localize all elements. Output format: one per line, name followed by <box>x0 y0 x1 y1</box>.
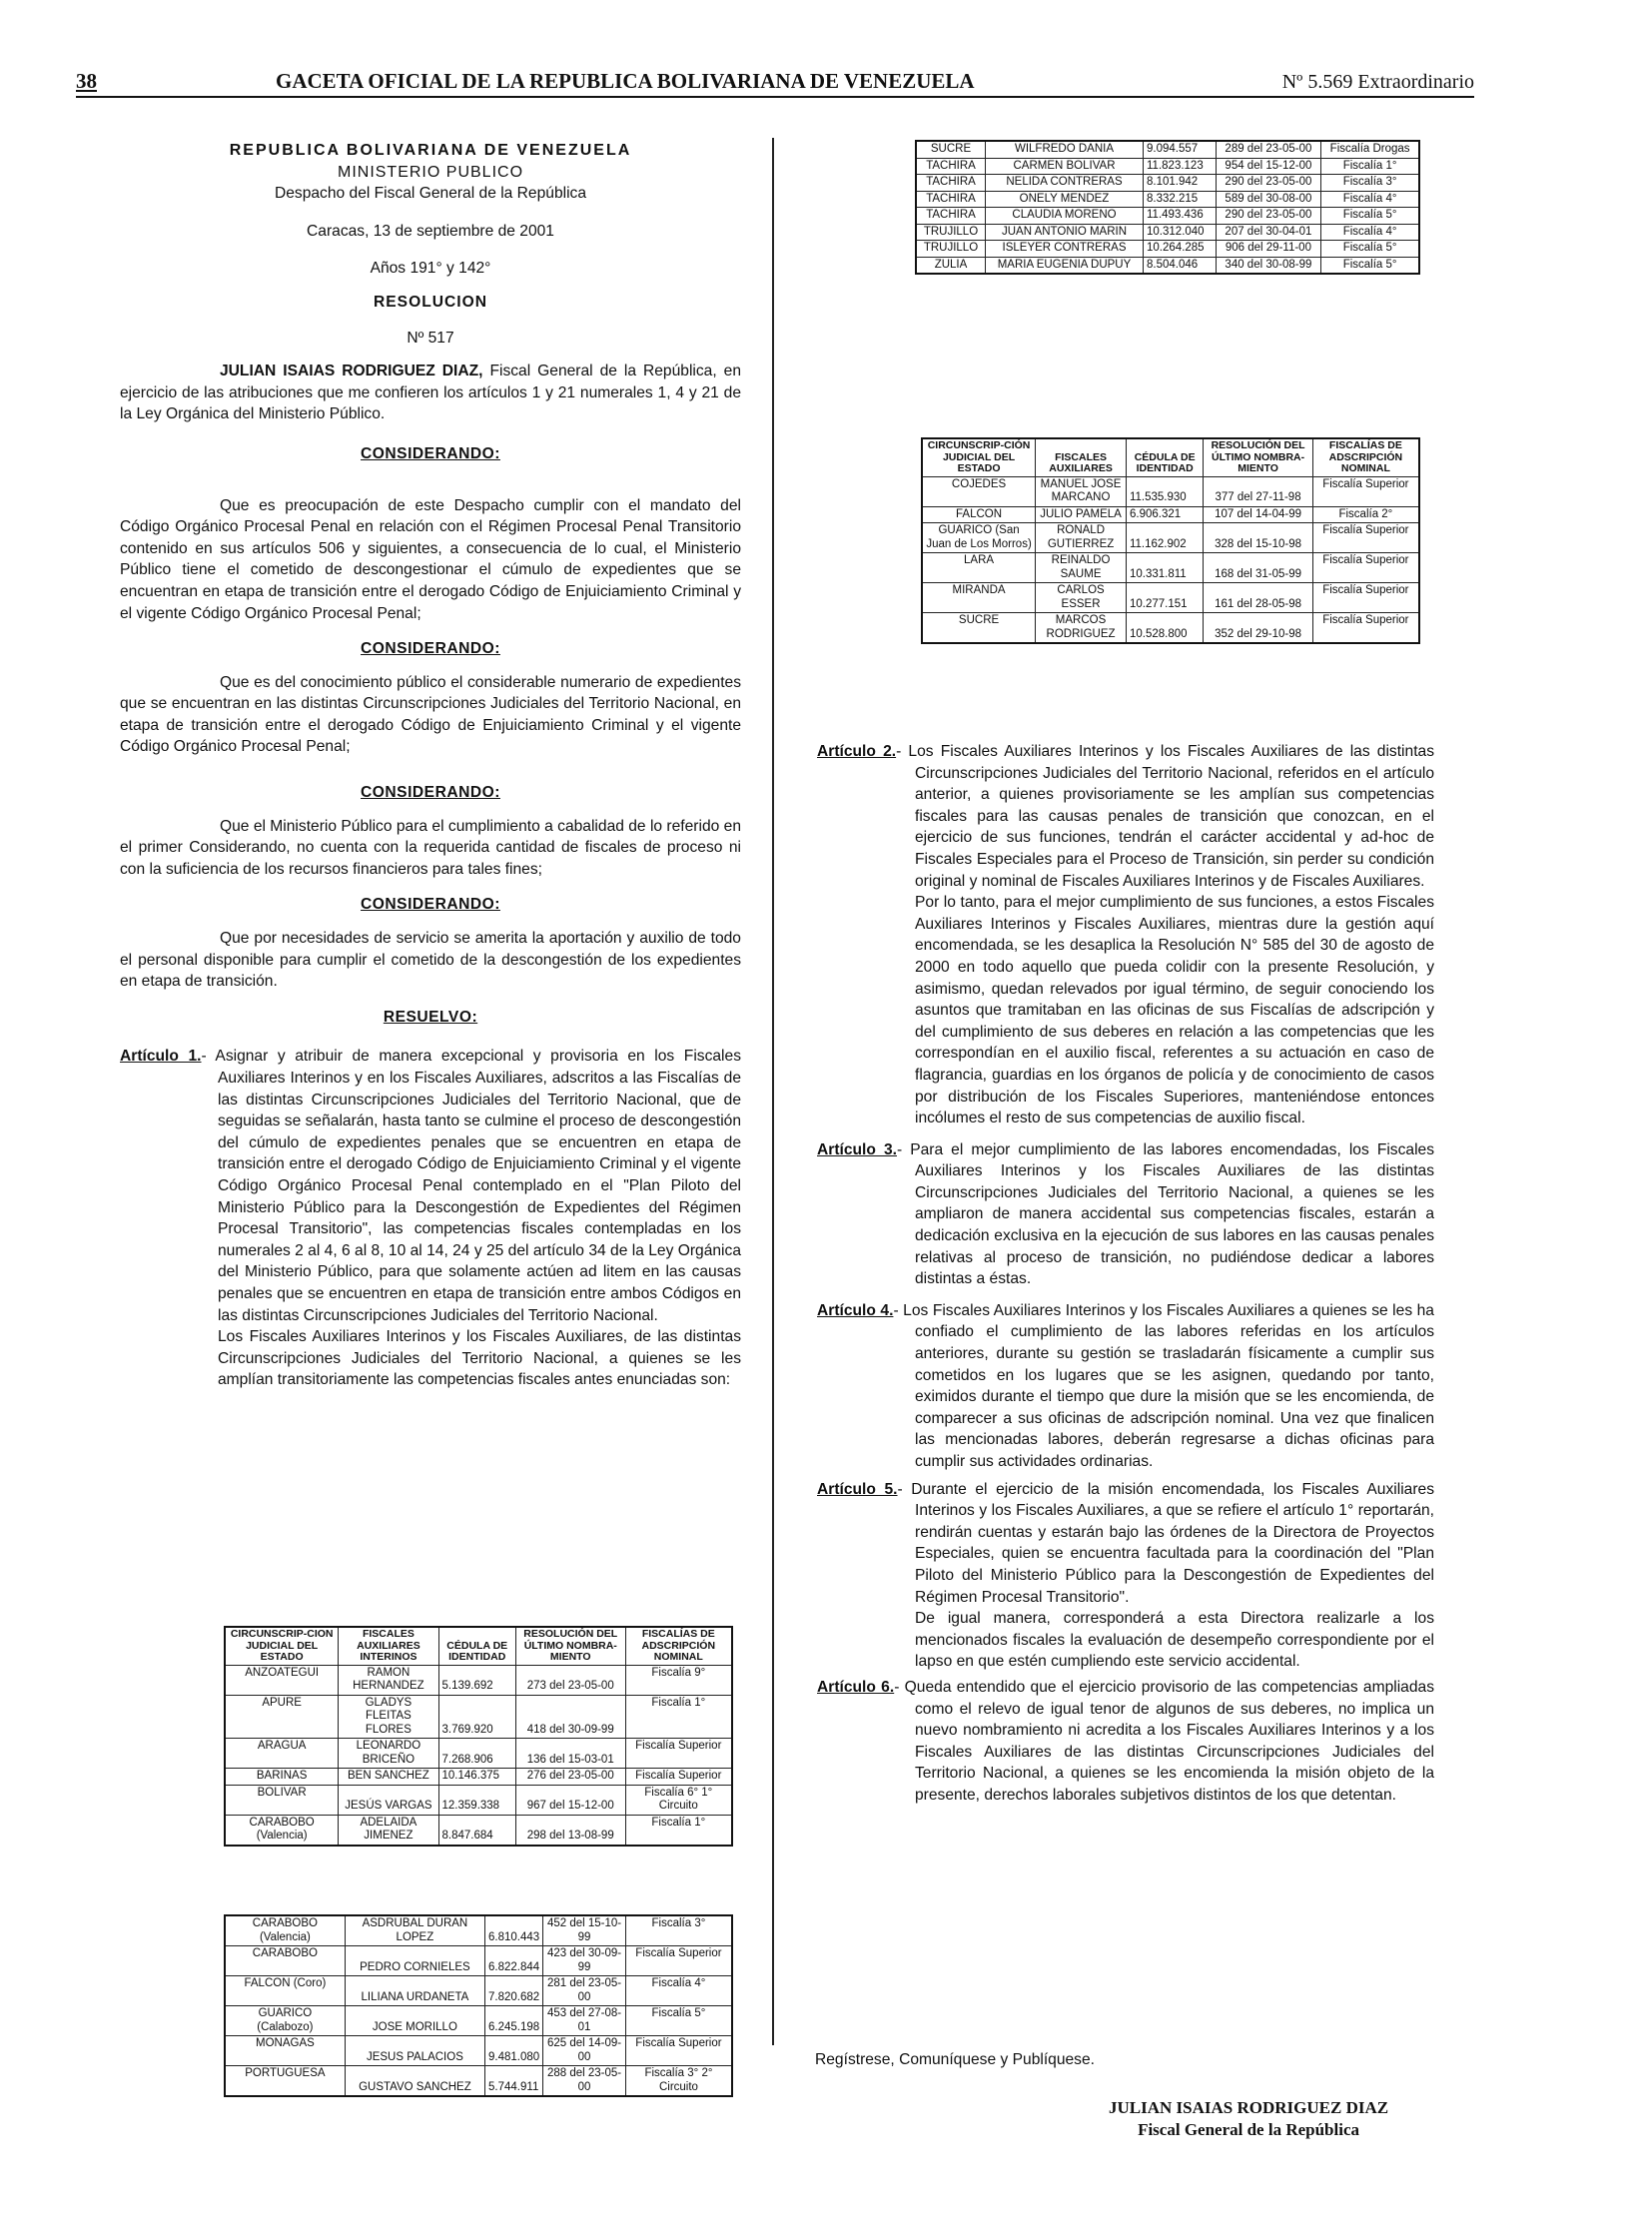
cell-resolucion: 352 del 29-10-98 <box>1204 613 1312 644</box>
cell-fiscalia: Fiscalía Superior <box>1312 583 1419 613</box>
table-row <box>922 553 1419 583</box>
closing-formula: Regístrese, Comuníquese y Publíquese. <box>815 2051 1095 2068</box>
cell-fiscalia: Fiscalía 4° <box>625 1976 732 2006</box>
cell-fiscal-name: GUSTAVO SANCHEZ <box>345 2066 484 2097</box>
cell-fiscal-name: ASDRUBAL DURAN LOPEZ <box>345 1915 484 1946</box>
cell-fiscal-name: ADELAIDA JIMENEZ <box>339 1815 438 1846</box>
cell-resolucion: 207 del 30-04-01 <box>1216 224 1321 241</box>
article-4-label: Artículo 4. <box>817 1301 894 1319</box>
table-row <box>225 1785 732 1815</box>
cell-estado: TACHIRA <box>916 158 986 175</box>
considerando-2: Que es del conocimiento público el considerable numerario de expedientes que se encuentran en las distintas Circunscripciones Judiciales del Territorio Nacional, en etapa de transición entre el derogado Código de Enjuiciamiento Criminal y el vigente Código Orgánico Procesal Penal; <box>120 673 741 756</box>
cell-fiscalia: Fiscalía Drogas <box>1321 141 1419 158</box>
cell-cedula: 10.146.375 <box>438 1769 515 1786</box>
table-row <box>916 241 1419 258</box>
cell-fiscal-name: JUAN ANTONIO MARIN <box>986 224 1144 241</box>
article-5-text: - Durante el ejercicio de la misión encomendada, los Fiscales Auxiliares Interinos y los Fiscales Auxiliares, a que se refiere el artículo 1° reportarán, rendirán cuentas y estarán bajo las órdenes de la Directora de Proyectos Especiales, quien se encuentra facultada para la coordinación del "Plan Piloto del Ministerio Público para la Descongestión de Expedientes del Régimen Procesal Transitorio". <box>897 1480 1435 1606</box>
col-header-fiscalia: FISCALÍAS DE ADSCRIPCIÓN NOMINAL <box>625 1627 732 1665</box>
cell-resolucion: 453 del 27-08-01 <box>543 2006 626 2036</box>
cell-estado: BARINAS <box>225 1769 339 1786</box>
cell-fiscal-name: PEDRO CORNIELES <box>345 1946 484 1976</box>
cell-fiscal-name: RAMON HERNANDEZ <box>339 1665 438 1695</box>
article-5-label: Artículo 5. <box>817 1480 898 1498</box>
cell-fiscal-name: LILIANA URDANETA <box>345 1976 484 2006</box>
cell-cedula: 10.528.800 <box>1126 613 1203 644</box>
cell-resolucion: 168 del 31-05-99 <box>1204 553 1312 583</box>
cell-fiscalia: Fiscalía Superior <box>1312 523 1419 553</box>
table-row <box>225 1976 732 2006</box>
considerando-1: Que es preocupación de este Despacho cumplir con el mandato del Código Orgánico Procesal Penal en relación con el Régimen Procesal Penal Transitorio contenido en sus artículos 506 y siguientes, a consecuencia de lo cual, el Ministerio Público tiene el cometido de descongestionar el cúmulo de expedientes que se encuentran en etapa de transición entre el derogado Código de Enjuiciamiento Criminal y el vigente Código Orgánico Procesal Penal; <box>120 496 741 622</box>
cell-resolucion: 290 del 23-05-00 <box>1216 175 1321 192</box>
cell-fiscal-name: JULIO PAMELA <box>1036 506 1127 523</box>
cell-fiscalia: Fiscalía 3° 2° Circuito <box>625 2066 732 2097</box>
cell-fiscal-name: ONELY MENDEZ <box>986 191 1144 208</box>
cell-fiscal-name: JESÚS VARGAS <box>339 1785 438 1815</box>
cell-cedula: 7.820.682 <box>485 1976 543 2006</box>
table-header-row <box>922 438 1419 476</box>
table-auxiliares <box>921 437 1420 644</box>
cell-fiscalia: Fiscalía 3° <box>625 1915 732 1946</box>
cell-resolucion: 967 del 15-12-00 <box>515 1785 625 1815</box>
resuelvo-heading: RESUELVO: <box>383 1008 478 1026</box>
cell-fiscalia: Fiscalía Superior <box>625 1946 732 1976</box>
article-2-label: Artículo 2. <box>817 743 897 760</box>
cell-estado: APURE <box>225 1695 339 1739</box>
cell-estado: GUARICO (San Juan de Los Morros) <box>922 523 1036 553</box>
table-header-row <box>225 1627 732 1665</box>
cell-estado: TACHIRA <box>916 191 986 208</box>
article-4-body <box>817 1300 1434 1473</box>
cell-estado: LARA <box>922 553 1036 583</box>
col-header-estado: CIRCUNSCRIP-CION JUDICIAL DEL ESTADO <box>225 1627 339 1665</box>
considerando-3: Que el Ministerio Público para el cumplimiento a cabalidad de lo referido en el primer Considerando, no cuenta con la requerida cantidad de fiscales de proceso ni con la suficiencia de los recursos financieros para tales fines; <box>120 817 741 878</box>
article-6-body <box>817 1677 1434 1807</box>
cell-cedula: 8.332.215 <box>1144 191 1217 208</box>
cell-estado: ANZOATEGUI <box>225 1665 339 1695</box>
article-5-text-2: De igual manera, corresponderá a esta Directora realizarle a los mencionados fiscales la evaluación de desempeño correspondiente por el lapso en que estén cumpliendo este servicio accidental. <box>915 1610 1434 1671</box>
cell-estado: GUARICO (Calabozo) <box>225 2006 345 2036</box>
cell-cedula: 6.906.321 <box>1126 506 1203 523</box>
cell-fiscal-name: ISLEYER CONTRERAS <box>986 241 1144 258</box>
title-block <box>120 140 741 349</box>
table-row <box>922 583 1419 613</box>
cell-resolucion: 328 del 15-10-98 <box>1204 523 1312 553</box>
cell-fiscal-name: GLADYS FLEITAS FLORES <box>339 1695 438 1739</box>
cell-resolucion: 107 del 14-04-99 <box>1204 506 1312 523</box>
article-1-text-2: Los Fiscales Auxiliares Interinos y los Fiscales Auxiliares, de las distintas Circunscripciones Judiciales del Territorio Nacional, a quienes se les amplían transitoriamente las competencias fiscales antes enunciadas son: <box>218 1328 741 1389</box>
resolution-heading: RESOLUCION <box>374 293 487 311</box>
signature-block <box>1109 2097 1388 2141</box>
cell-fiscalia: Fiscalía 1° <box>625 1695 732 1739</box>
article-2 <box>817 741 1434 1129</box>
cell-fiscalia: Fiscalía 5° <box>625 2006 732 2036</box>
article-3-text: - Para el mejor cumplimiento de las labores encomendadas, los Fiscales Auxiliares Interinos y los Fiscales Auxiliares de las distintas Circunscripciones Judiciales del Territorio Nacional, a quienes se les ampliaron de manera accidental sus competencias fiscales, estarán a dedicación exclusiva en la ejecución de sus labores en las causas penales relativas al proceso de transición, no pudiéndose dedicar a labores distintas a éstas. <box>896 1140 1435 1288</box>
table-row <box>916 158 1419 175</box>
col-header-fiscalia: FISCALÍAS DE ADSCRIPCIÓN NOMINAL <box>1312 438 1419 476</box>
article-6 <box>817 1677 1434 1807</box>
cell-estado: SUCRE <box>916 141 986 158</box>
cell-fiscalia: Fiscalía 4° <box>1321 191 1419 208</box>
cell-cedula: 8.101.942 <box>1144 175 1217 192</box>
cell-resolucion: 452 del 15-10-99 <box>543 1915 626 1946</box>
cell-fiscalia: Fiscalía Superior <box>625 1739 732 1769</box>
table-row <box>916 224 1419 241</box>
col-header-resolucion: RESOLUCIÓN DEL ÚLTIMO NOMBRA-MIENTO <box>1204 438 1312 476</box>
table-row <box>225 2006 732 2036</box>
considerando-4: Que por necesidades de servicio se amerita la aportación y auxilio de todo el personal disponible para cumplir el cometido de la descongestión de los expedientes en etapa de transición. <box>120 930 741 991</box>
signer-title: Fiscal General de la República <box>1138 2120 1360 2139</box>
cell-estado: PORTUGUESA <box>225 2066 345 2097</box>
table-row <box>922 523 1419 553</box>
cell-fiscalia: Fiscalía Superior <box>625 2036 732 2066</box>
cell-fiscal-name: JOSE MORILLO <box>345 2006 484 2036</box>
cell-fiscal-name: REINALDO SAUME <box>1036 553 1127 583</box>
cell-cedula: 12.359.338 <box>438 1785 515 1815</box>
table-row <box>225 1815 732 1846</box>
cell-resolucion: 281 del 23-05-00 <box>543 1976 626 2006</box>
table-row <box>916 257 1419 274</box>
cell-fiscal-name: LEONARDO BRICEÑO <box>339 1739 438 1769</box>
cell-fiscalia: Fiscalía 1° <box>1321 158 1419 175</box>
cell-fiscalia: Fiscalía 2° <box>1312 506 1419 523</box>
republic-heading: REPUBLICA BOLIVARIANA DE VENEZUELA <box>229 142 632 159</box>
cell-estado: CARABOBO (Valencia) <box>225 1815 339 1846</box>
cell-fiscalia: Fiscalía 5° <box>1321 208 1419 225</box>
table-row <box>916 208 1419 225</box>
article-1-body <box>120 1046 741 1326</box>
right-column <box>817 741 1434 1807</box>
article-1 <box>120 1046 741 1391</box>
cell-estado: CARABOBO <box>225 1946 345 1976</box>
cell-fiscal-name: CARMEN BOLIVAR <box>986 158 1144 175</box>
table-row <box>916 175 1419 192</box>
article-6-label: Artículo 6. <box>817 1678 895 1696</box>
cell-fiscal-name: JESUS PALACIOS <box>345 2036 484 2066</box>
table-interinos-2 <box>224 1914 733 2097</box>
cell-fiscal-name: NELIDA CONTRERAS <box>986 175 1144 192</box>
cell-estado: TRUJILLO <box>916 241 986 258</box>
cell-estado: CARABOBO (Valencia) <box>225 1915 345 1946</box>
cell-cedula: 6.822.844 <box>485 1946 543 1976</box>
cell-cedula: 5.139.692 <box>438 1665 515 1695</box>
col-header-estado: CIRCUNSCRIP-CIÓN JUDICIAL DEL ESTADO <box>922 438 1036 476</box>
table-row <box>922 476 1419 506</box>
considerando-heading-2: CONSIDERANDO: <box>361 640 500 658</box>
table-interinos-1 <box>224 1626 733 1847</box>
cell-fiscalia: Fiscalía 9° <box>625 1665 732 1695</box>
table-row <box>225 1695 732 1739</box>
intro-text: Fiscal General de la República, en ejercicio de las atribuciones que me confieren los artículos 1 y 21 numerales 1, 4 y 21 de la Ley Orgánica del Ministerio Público. <box>120 363 741 423</box>
table-row <box>225 1915 732 1946</box>
col-header-cedula: CÉDULA DE IDENTIDAD <box>438 1627 515 1665</box>
cell-resolucion: 954 del 15-12-00 <box>1216 158 1321 175</box>
cell-fiscal-name: MANUEL JOSE MARCANO <box>1036 476 1127 506</box>
cell-resolucion: 625 del 14-09-00 <box>543 2036 626 2066</box>
cell-fiscalia: Fiscalía Superior <box>1312 613 1419 644</box>
table-row <box>916 141 1419 158</box>
cell-cedula: 8.504.046 <box>1144 257 1217 274</box>
cell-estado: MONAGAS <box>225 2036 345 2066</box>
col-header-fiscales: FISCALES AUXILIARES INTERINOS <box>339 1627 438 1665</box>
cell-resolucion: 161 del 28-05-98 <box>1204 583 1312 613</box>
cell-fiscalia: Fiscalía Superior <box>625 1769 732 1786</box>
article-6-text: - Queda entendido que el ejercicio provisorio de las competencias ampliadas como el relevo de igual tenor de algunos de sus deberes, no implica un nuevo nombramiento ni acredita a los Fiscales Auxiliares Interinos y a los Fiscales Auxiliares de las distintas Circunscripciones Judiciales del Territorio Nacional, a quienes se les encomienda la misión objeto de la presente, derechos laborales subjetivos distintos de los que detentan. <box>894 1678 1434 1804</box>
table-interinos-3 <box>915 140 1420 275</box>
cell-cedula: 6.810.443 <box>485 1915 543 1946</box>
col-header-resolucion: RESOLUCIÓN DEL ÚLTIMO NOMBRA-MIENTO <box>515 1627 625 1665</box>
cell-resolucion: 377 del 27-11-98 <box>1204 476 1312 506</box>
cell-cedula: 10.277.151 <box>1126 583 1203 613</box>
cell-cedula: 9.094.557 <box>1144 141 1217 158</box>
left-column <box>120 140 741 1391</box>
table-row <box>225 1665 732 1695</box>
cell-cedula: 10.331.811 <box>1126 553 1203 583</box>
table-row <box>225 1739 732 1769</box>
cell-estado: SUCRE <box>922 613 1036 644</box>
cell-fiscalia: Fiscalía 1° <box>625 1815 732 1846</box>
cell-resolucion: 340 del 30-08-99 <box>1216 257 1321 274</box>
office-heading: Despacho del Fiscal General de la República <box>274 185 587 203</box>
cell-estado: ZULIA <box>916 257 986 274</box>
cell-estado: COJEDES <box>922 476 1036 506</box>
article-2-body <box>817 741 1434 892</box>
cell-fiscal-name: CLAUDIA MORENO <box>986 208 1144 225</box>
cell-resolucion: 276 del 23-05-00 <box>515 1769 625 1786</box>
doc-date: Caracas, 13 de septiembre de 2001 <box>307 222 554 240</box>
cell-cedula: 10.312.040 <box>1144 224 1217 241</box>
doc-years: Años 191° y 142° <box>370 260 491 278</box>
cell-fiscalia: Fiscalía 4° <box>1321 224 1419 241</box>
article-3-label: Artículo 3. <box>817 1140 897 1158</box>
table-row <box>225 2036 732 2066</box>
cell-cedula: 6.245.198 <box>485 2006 543 2036</box>
cell-resolucion: 136 del 15-03-01 <box>515 1739 625 1769</box>
article-2-text: - Los Fiscales Auxiliares Interinos y los Fiscales Auxiliares de las distintas Circunscripciones Judiciales del Territorio Nacional, referidos en el artículo anterior, a quienes provisoriamente se les amplían sus competencias fiscales para las causas penales de transición que conozcan, en el ejercicio de sus funciones, tendrán el carácter accidental y ad-hoc de Fiscales Especiales para el Proceso de Transición, sin perder su condición original y nominal de Fiscales Auxiliares Interinos y de Fiscales Auxiliares. <box>896 743 1434 890</box>
cell-estado: ARAGUA <box>225 1739 339 1769</box>
cell-estado: FALCON <box>922 506 1036 523</box>
cell-resolucion: 289 del 23-05-00 <box>1216 141 1321 158</box>
table-row <box>922 613 1419 644</box>
cell-fiscalia: Fiscalía Superior <box>1312 553 1419 583</box>
considerando-heading-1: CONSIDERANDO: <box>361 444 500 462</box>
cell-cedula: 11.535.930 <box>1126 476 1203 506</box>
cell-cedula: 5.744.911 <box>485 2066 543 2097</box>
cell-resolucion: 589 del 30-08-00 <box>1216 191 1321 208</box>
article-2-text-2: Por lo tanto, para el mejor cumplimiento de sus funciones, a estos Fiscales Auxiliares Interinos y Fiscales Auxiliares, mientras dure la gestión aquí encomendada, se les desaplica la Resolución N° 585 del 30 de agosto de 2000 en todo aquello que pueda colidir con la presente Resolución, y asimismo, quedan relevados por igual término, de seguir conociendo los asuntos que tramitaban en las oficinas de sus Fiscalías de adscripción y del cumplimiento de sus deberes en relación a las competencias que les correspondían en el auxilio fiscal, referentes a su actuación en caso de flagrancia, guardias en los órganos de policía y de conocimiento de casos por distribución de los Fiscales Superiores, manteniéndose entonces incólumes el resto de sus competencias de auxilio fiscal. <box>915 894 1434 1127</box>
article-3-body <box>817 1139 1435 1290</box>
table-row <box>922 506 1419 523</box>
intro-paragraph <box>120 361 741 425</box>
cell-resolucion: 906 del 29-11-00 <box>1216 241 1321 258</box>
article-1-text: - Asignar y atribuir de manera excepcional y provisoria en los Fiscales Auxiliares Interinos y en los Fiscales Auxiliares, adscritos a las Fiscalías de las distintas Circunscripciones Judiciales del Territorio Nacional, que de seguidas se señalarán, hasta tanto se culmine el proceso de descongestión del cúmulo de expedientes penales que se encuentren en etapa de transición entre el derogado Código de Enjuiciamiento Criminal y el vigente Código Orgánico Procesal Penal contemplado en el "Plan Piloto del Ministerio Público para la Descongestión de Expedientes del Régimen Procesal Transitorio", las competencias fiscales contempladas en los numerales 2 al 4, 6 al 8, 10 al 14, 24 y 25 del artículo 34 de la Ley Orgánica del Ministerio Público, para que solamente actúen ad litem en las causas penales que se encuentren en etapa de transición entre ambos Códigos en las distintas Circunscripciones Judiciales del Territorio Nacional. <box>201 1048 741 1324</box>
cell-fiscalia: Fiscalía 3° <box>1321 175 1419 192</box>
article-4 <box>817 1300 1434 1473</box>
cell-resolucion: 423 del 30-09-99 <box>543 1946 626 1976</box>
cell-estado: MIRANDA <box>922 583 1036 613</box>
cell-cedula: 8.847.684 <box>438 1815 515 1846</box>
cell-resolucion: 290 del 23-05-00 <box>1216 208 1321 225</box>
article-5-body <box>817 1479 1435 1609</box>
col-header-cedula: CÉDULA DE IDENTIDAD <box>1126 438 1203 476</box>
article-4-text: - Los Fiscales Auxiliares Interinos y los Fiscales Auxiliares a quienes se les ha confiado el cumplimiento de las labores referidas en los artículos anteriores, durante su gestión se trasladarán físicamente a cumplir sus cometidos en los lugares que se les asignen, quedando por tanto, eximidos durante el tiempo que dure la misión que se les encomienda, de comparecer a sus oficinas de adscripción nominal. Una vez que finalicen las mencionadas labores, deberán regresarse a dichas oficinas para cumplir sus actividades ordinarias. <box>893 1301 1434 1470</box>
cell-estado: TACHIRA <box>916 175 986 192</box>
cell-resolucion: 273 del 23-05-00 <box>515 1665 625 1695</box>
cell-fiscalia: Fiscalía 5° <box>1321 241 1419 258</box>
article-5 <box>817 1479 1434 1673</box>
article-3 <box>817 1139 1434 1290</box>
resolution-number: Nº 517 <box>407 329 454 347</box>
cell-cedula: 11.493.436 <box>1144 208 1217 225</box>
page-number: 38 <box>76 69 97 93</box>
gazette-title: GACETA OFICIAL DE LA REPUBLICA BOLIVARIANA DE VENEZUELA <box>276 69 975 93</box>
cell-estado: TACHIRA <box>916 208 986 225</box>
issue-number: Nº 5.569 Extraordinario <box>1281 71 1474 93</box>
cell-fiscal-name: MARIA EUGENIA DUPUY <box>986 257 1144 274</box>
cell-resolucion: 298 del 13-08-99 <box>515 1815 625 1846</box>
cell-cedula: 9.481.080 <box>485 2036 543 2066</box>
cell-cedula: 11.162.902 <box>1126 523 1203 553</box>
cell-fiscalia: Fiscalía 5° <box>1321 257 1419 274</box>
cell-fiscal-name: CARLOS ESSER <box>1036 583 1127 613</box>
considerando-heading-4: CONSIDERANDO: <box>361 896 500 914</box>
signer-name: JULIAN ISAIAS RODRIGUEZ DIAZ <box>1109 2098 1389 2117</box>
cell-estado: FALCON (Coro) <box>225 1976 345 2006</box>
page-header <box>76 62 1474 98</box>
cell-cedula: 10.264.285 <box>1144 241 1217 258</box>
column-divider <box>772 138 774 2045</box>
cell-fiscal-name: MARCOS RODRIGUEZ <box>1036 613 1127 644</box>
table-row <box>225 2066 732 2097</box>
cell-fiscalia: Fiscalía 6° 1° Circuito <box>625 1785 732 1815</box>
cell-cedula: 3.769.920 <box>438 1695 515 1739</box>
table-row <box>916 191 1419 208</box>
article-1-label: Artículo 1. <box>120 1048 202 1066</box>
cell-resolucion: 418 del 30-09-99 <box>515 1695 625 1739</box>
cell-fiscal-name: RONALD GUTIERREZ <box>1036 523 1127 553</box>
cell-fiscal-name: BEN SANCHEZ <box>339 1769 438 1786</box>
intro-name: JULIAN ISAIAS RODRIGUEZ DIAZ, <box>220 363 483 380</box>
cell-estado: TRUJILLO <box>916 224 986 241</box>
cell-resolucion: 288 del 23-05-00 <box>543 2066 626 2097</box>
cell-estado: BOLIVAR <box>225 1785 339 1815</box>
table-row <box>225 1769 732 1786</box>
considerando-heading-3: CONSIDERANDO: <box>361 784 500 802</box>
table-row <box>225 1946 732 1976</box>
cell-cedula: 11.823.123 <box>1144 158 1217 175</box>
cell-fiscal-name: WILFREDO DANIA <box>986 141 1144 158</box>
cell-fiscalia: Fiscalía Superior <box>1312 476 1419 506</box>
col-header-fiscales: FISCALES AUXILIARES <box>1036 438 1127 476</box>
cell-cedula: 7.268.906 <box>438 1739 515 1769</box>
ministry-heading: MINISTERIO PUBLICO <box>337 163 524 181</box>
